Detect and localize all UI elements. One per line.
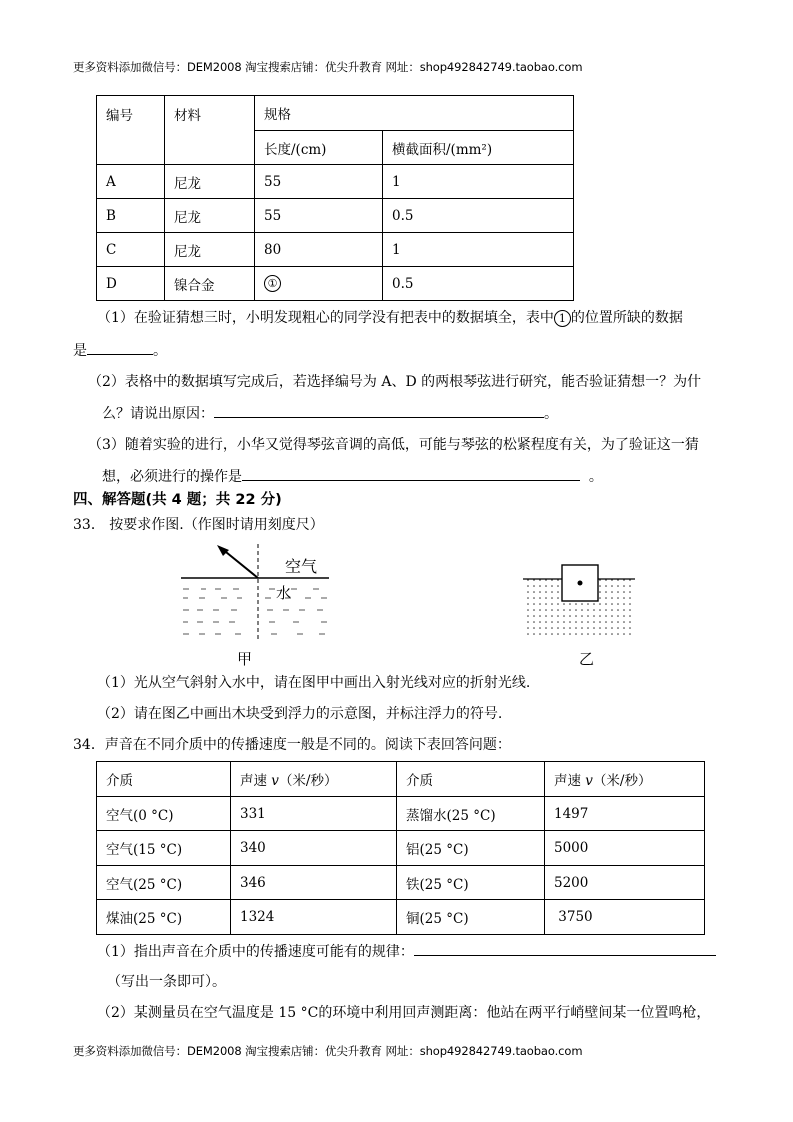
page-header: 更多资料添加微信号：DEM2008 淘宝搜索店铺：优尖升教育 网址：shop492842749.taobao.com <box>73 60 583 74</box>
table-row <box>97 267 574 301</box>
cell-area: 1 <box>383 165 574 199</box>
question-34-title: 34．声音在不同介质中的传播速度一般是不同的。阅读下表回答问题： <box>73 737 511 753</box>
cell-area: 0.5 <box>383 199 574 233</box>
cell-medium: 煤油(25 °C) <box>97 900 231 935</box>
cell-area: 0.5 <box>383 267 574 301</box>
question-3-line-2: 想，必须进行的操作是 。 <box>102 466 603 487</box>
answer-blank-1[interactable] <box>87 340 153 355</box>
cell-medium: 空气(25 °C) <box>97 866 231 900</box>
answer-blank-2[interactable] <box>214 403 544 418</box>
cell-length: 55 <box>255 199 383 233</box>
header-spec: 规格 <box>255 96 574 131</box>
center-of-mass-dot <box>578 581 583 586</box>
question-2-line-1: （2）表格中的数据填写完成后，若选择编号为 A、D 的两根琴弦进行研究，能否验证猜想一？为什 <box>88 374 702 390</box>
header-id: 编号 <box>97 96 165 165</box>
table-row <box>97 797 705 831</box>
table-row <box>97 831 705 866</box>
question-34-part-1-line-1: （1）指出声音在介质中的传播速度可能有的规律： <box>97 941 716 962</box>
question-33-title: 33． 按要求作图.（作图时请用刻度尺） <box>73 517 324 533</box>
incident-ray-arrow <box>217 545 229 556</box>
figure-refraction <box>175 540 335 670</box>
cell-material: 尼龙 <box>165 165 255 199</box>
cell-material: 尼龙 <box>165 199 255 233</box>
label-jia: 甲 <box>237 650 253 668</box>
table-row <box>97 233 574 267</box>
cell-length: 55 <box>255 165 383 199</box>
cell-speed: 1324 <box>231 900 397 935</box>
cell-area: 1 <box>383 233 574 267</box>
question-34-part-2-line-1: （2）某测量员在空气温度是 15 °C的环境中利用回声测距离：他站在两平行峭壁间某一位置鸣枪， <box>97 1005 711 1021</box>
answer-blank-3[interactable] <box>242 466 580 481</box>
cell-speed: 3750 <box>545 900 705 935</box>
label-air: 空气 <box>285 557 318 576</box>
missing-value-marker: ① <box>264 275 281 292</box>
header-medium-2: 介质 <box>397 762 545 797</box>
question-33-part-2: （2）请在图乙中画出木块受到浮力的示意图，并标注浮力的符号. <box>97 706 503 722</box>
cell-medium: 空气(15 °C) <box>97 831 231 866</box>
header-length: 长度/(cm) <box>255 131 383 165</box>
question-33-part-1: （1）光从空气斜射入水中，请在图甲中画出入射光线对应的折射光线. <box>97 675 531 691</box>
cell-medium: 铝(25 °C) <box>397 831 545 866</box>
cell-id: A <box>97 165 165 199</box>
answer-blank-4[interactable] <box>414 941 716 956</box>
header-area: 横截面积/(mm²) <box>383 131 574 165</box>
sound-speed-table <box>96 761 705 935</box>
cell-medium: 铁(25 °C) <box>397 866 545 900</box>
cell-length: 80 <box>255 233 383 267</box>
table-row <box>97 165 574 199</box>
question-2-line-2: 么？请说出原因： 。 <box>102 403 558 424</box>
header-speed-1: 声速 v（米/秒） <box>231 762 397 797</box>
string-spec-table <box>96 95 574 301</box>
cell-id: D <box>97 267 165 301</box>
question-3-line-1: （3）随着实验的进行，小华又觉得琴弦音调的高低，可能与琴弦的松紧程度有关，为了验证这一猜 <box>88 437 699 453</box>
cell-id: B <box>97 199 165 233</box>
water-texture <box>183 589 327 634</box>
cell-material: 镍合金 <box>165 267 255 301</box>
section-title: 四、解答题(共 4 题；共 22 分) <box>73 492 282 508</box>
table-row <box>97 866 705 900</box>
question-1-line-1: （1）在验证猜想三时，小明发现粗心的同学没有把表中的数据填全，表中 1 的位置所缺的数据 <box>97 310 683 326</box>
label-water: 水 <box>276 584 292 602</box>
cell-speed: 346 <box>231 866 397 900</box>
cell-medium: 蒸馏水(25 °C) <box>397 797 545 831</box>
header-medium-1: 介质 <box>97 762 231 797</box>
label-yi: 乙 <box>579 650 595 668</box>
cell-speed: 340 <box>231 831 397 866</box>
cell-medium: 空气(0 °C) <box>97 797 231 831</box>
cell-speed: 5000 <box>545 831 705 866</box>
cell-speed: 5200 <box>545 866 705 900</box>
page-footer: 更多资料添加微信号：DEM2008 淘宝搜索店铺：优尖升教育 网址：shop492842749.taobao.com <box>73 1044 583 1058</box>
header-material: 材料 <box>165 96 255 165</box>
cell-medium: 铜(25 °C) <box>397 900 545 935</box>
question-1-line-2: 是 。 <box>73 340 167 361</box>
figure-buoyancy <box>520 560 640 670</box>
header-speed-2: 声速 v（米/秒） <box>545 762 705 797</box>
circled-number: 1 <box>554 310 571 327</box>
table-row <box>97 199 574 233</box>
cell-material: 尼龙 <box>165 233 255 267</box>
cell-length <box>255 267 383 301</box>
cell-id: C <box>97 233 165 267</box>
cell-speed: 1497 <box>545 797 705 831</box>
question-34-part-1-line-2: （写出一条即可）。 <box>107 974 226 990</box>
incident-ray <box>221 548 258 578</box>
cell-speed: 331 <box>231 797 397 831</box>
table-row <box>97 900 705 935</box>
